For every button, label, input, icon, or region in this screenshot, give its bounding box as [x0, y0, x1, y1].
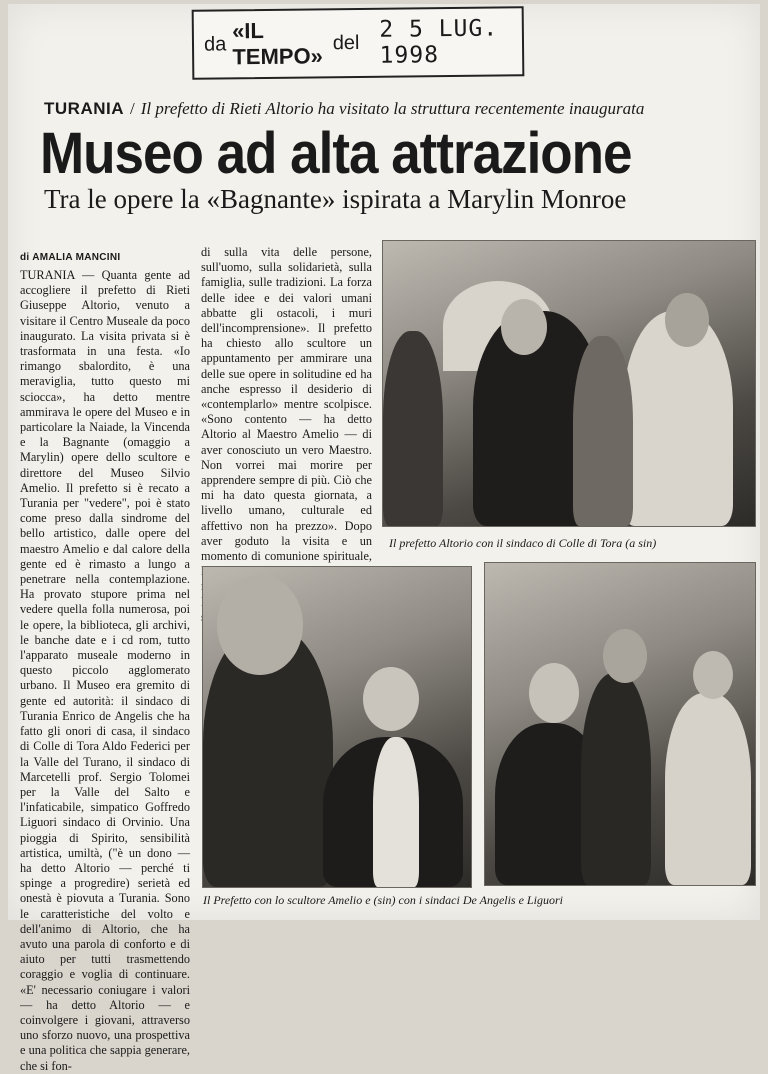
photo-prefect-with-sculptor [202, 566, 472, 888]
source-newspaper-name: «IL TEMPO» [231, 17, 323, 70]
photo-prefect-with-mayor [382, 240, 756, 527]
article-column-1: TURANIA — Quanta gente ad accogliere il prefetto di Rieti Giuseppe Altorio, venuto a visitare il Centro Museale da poco inaugurato. La visita privata si è trasformata in una festa. «Io rimango sbalordito, è una meraviglia, tutto questo mi sciocca», ha detto mentre ammirava le opere del Museo e in particolare la Naiade, la Vincenda e la Bagnante (omaggio a Marylin) opere dello scultore e direttore del Museo Silvio Amelio. Il prefetto si è recato a Turania per "vedere", poi è stato come preso dalla sindrome del bello artistico, dalle opere del maestro Amelio e dal calore della gente ed è rimasto a lungo a penetrare nella contemplazione. Ha provato stupore prima nel vedere quella folla numerosa, poi le opere, la biblioteca, gli archivi, le banche date e i cd rom, tutto l'apparato museale moderno in questo piccolo agglomerato urbano. Il Museo era gremito di gente ed autorità: il sindaco di Turania Enrico de Angelis che ha fatto gli onori di casa, il sindaco di Colle di Tora Aldo Federici per la Valle del Turano, il sindaco di Marcetelli prof. Sergio Tolomei per la Valle del Salto e l'infaticabile, simpatico Goffredo Liguori sindaco di Orvinio. Una pioggia di Spirito, sensibilità artistica, umiltà, ("è un dono — ha detto Altorio — perché ti spinge a progredire) serietà ed onestà è piovuta a Turania. Sono le caratteristiche del volto e dell'animo di Altorio, che ha avuto una parola di conforto e di aiuto per tutti trasmettendo coraggio e voglia di continuare. «E' necessario coniugare i valori — ha detto Altorio — e coinvolgere i giovani, attraverso uno sforzo nuovo, una prospettiva e una politica che sappia generare, che si fon- [20, 268, 190, 1073]
source-suffix: del [332, 31, 360, 54]
article-kicker: TURANIA / Il prefetto di Rieti Altorio ha visitato la struttura recentemente inaugurata [44, 99, 645, 118]
photo-1-caption: Il prefetto Altorio con il sindaco di Colle di Tora (a sin) [389, 536, 657, 550]
source-date: 2 5 LUG. 1998 [379, 15, 499, 69]
photo-prefect-with-mayors [484, 562, 756, 886]
kicker-text: Il prefetto di Rieti Altorio ha visitato la struttura recentemente inaugurata [140, 99, 645, 118]
source-stamp [192, 6, 525, 79]
kicker-place: TURANIA [44, 99, 124, 118]
source-prefix: da [203, 32, 227, 56]
article-byline: di AMALIA MANCINI [20, 252, 121, 263]
article-subheadline: Tra le opere la «Bagnante» ispirata a Marylin Monroe [44, 184, 627, 214]
article-headline: Museo ad alta attrazione [40, 121, 632, 186]
article-column-2: di sulla vita delle persone, sull'uomo, sulla solidarietà, sulla famiglia, sulle tradizioni. La forza delle idee e dei valori umani abbatte gli ostacoli, i muri dell'incomprensione». Il prefetto ha chiesto allo scultore un appuntamento per ammirare una delle sue opere in solitudine ed ha anche espresso il desiderio di «contemplarlo» mentre scolpisce. «Sono contento — ha detto Altorio al Maestro Amelio — di aver conosciuto un vero Maestro. Non vorrei mai morire per apprendere sempre di più. Ciò che mi ha dato questa giornata, a livello umano, culturale ed affettivo non ha prezzo». Dopo aver goduto la visita e un momento di comunione spirituale, [201, 245, 372, 564]
photo-2-3-caption: Il Prefetto con lo scultore Amelio e (sin) con i sindaci De Angelis e Liguori [203, 893, 563, 907]
